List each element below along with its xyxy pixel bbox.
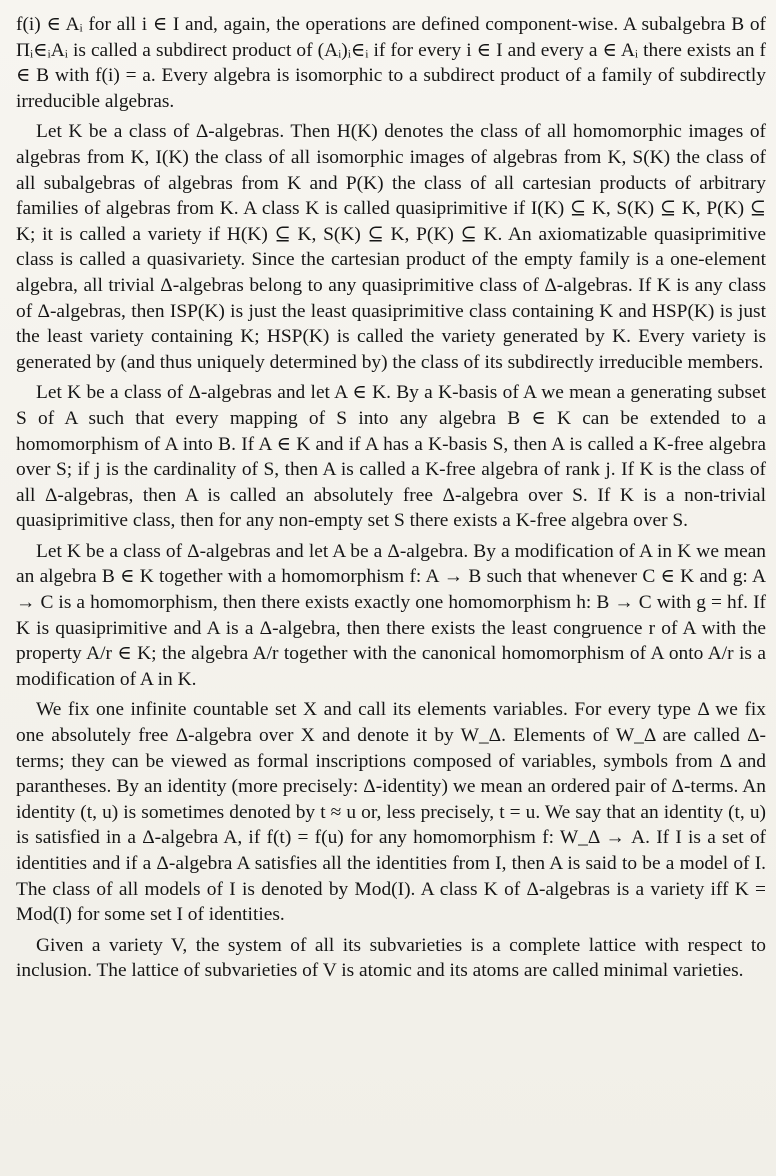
paragraph-free-algebras: Let K be a class of Δ-algebras and let A ∈ K. By a K-basis of A we mean a generating subset S of A such that every mapping of S into any algebra B ∈ K can be extended to a homomorphism of A into B. If A ∈ K and if A has a K-basis S, then A is called a K-free algebra over S; if j is the cardinality of S, then A is called a K-free algebra of rank j. If K is the class of all Δ-algebras, then A is called an absolutely free Δ-algebra over S. If K is a non-trivial quasiprimitive class, then for any non-empty set S there exists a K-free algebra over S. — [16, 382, 766, 532]
paragraph-modification: Let K be a class of Δ-algebras and let A be a Δ-algebra. By a modification of A in K we mean an algebra B ∈ K together with a homomorphism f: A → B such that whenever C ∈ K and g: A → C is a homomorphism, then there exists exactly one homomorphism h: B → C with g = hf. If K is quasiprimitive and A is a Δ-algebra, then there exists the least congruence r of A with the property A/r ∈ K; the algebra A/r together with the canonical homomorphism of A onto A/r is a modification of A in K. — [16, 540, 766, 690]
paragraph-minimal-varieties: Given a variety V, the system of all its subvarieties is a complete lattice with respect to inclusion. The lattice of subvarieties of V is atomic and its atoms are called minimal varieties. — [16, 934, 766, 982]
paragraph-class-operators: Let K be a class of Δ-algebras. Then H(K) denotes the class of all homomorphic images of algebras from K, I(K) the class of all isomorphic images of algebras from K, S(K) the class of all subalgebras of algebras from K and P(K) the class of all cartesian products of arbitrary families of algebras from K. A class K is called quasiprimitive if I(K) ⊆ K, S(K) ⊆ K, P(K) ⊆ K; it is called a variety if H(K) ⊆ K, S(K) ⊆ K, P(K) ⊆ K. An axiomatizable quasiprimitive class is called a quasivariety. Since the cartesian product of the empty family is a one-element algebra, all trivial Δ-algebras belong to any quasiprimitive class of Δ-algebras. If K is any class of Δ-algebras, then ISP(K) is just the least quasiprimitive class containing K and HSP(K) is just the least variety containing K; HSP(K) is called the variety generated by K. Every variety is generated by (and thus uniquely determined by) the class of its subdirectly irreducible members. — [16, 121, 766, 373]
paragraph-identities: We fix one infinite countable set X and call its elements variables. For every type Δ we fix one absolutely free Δ-algebra over X and denote it by W_Δ. Elements of W_Δ are called Δ-terms; they can be viewed as formal inscriptions composed of variables, symbols from Δ and parantheses. By an identity (more precisely: Δ-identity) we mean an ordered pair of Δ-terms. An identity (t, u) is sometimes denoted by t ≈ u or, less precisely, t = u. We say that an identity (t, u) is satisfied in a Δ-algebra A, if f(t) = f(u) for any homomorphism f: W_Δ → A. If I is a set of identities and if a Δ-algebra A satisfies all the identities from I, then A is said to be a model of I. The class of all models of I is denoted by Mod(I). A class K of Δ-algebras is a variety iff K = Mod(I) for some set I of identities. — [16, 699, 766, 926]
paragraph-subdirect-product: f(i) ∈ Aᵢ for all i ∈ I and, again, the operations are defined component-wise. A subalgebra B of Πᵢ∈ᵢAᵢ is called a subdirect product of (Aᵢ)ᵢ∈ᵢ if for every i ∈ I and every a ∈ Aᵢ there exists an f ∈ B with f(i) = a. Every algebra is isomorphic to a subdirect product of a family of subdirectly irreducible algebras. — [16, 14, 766, 112]
